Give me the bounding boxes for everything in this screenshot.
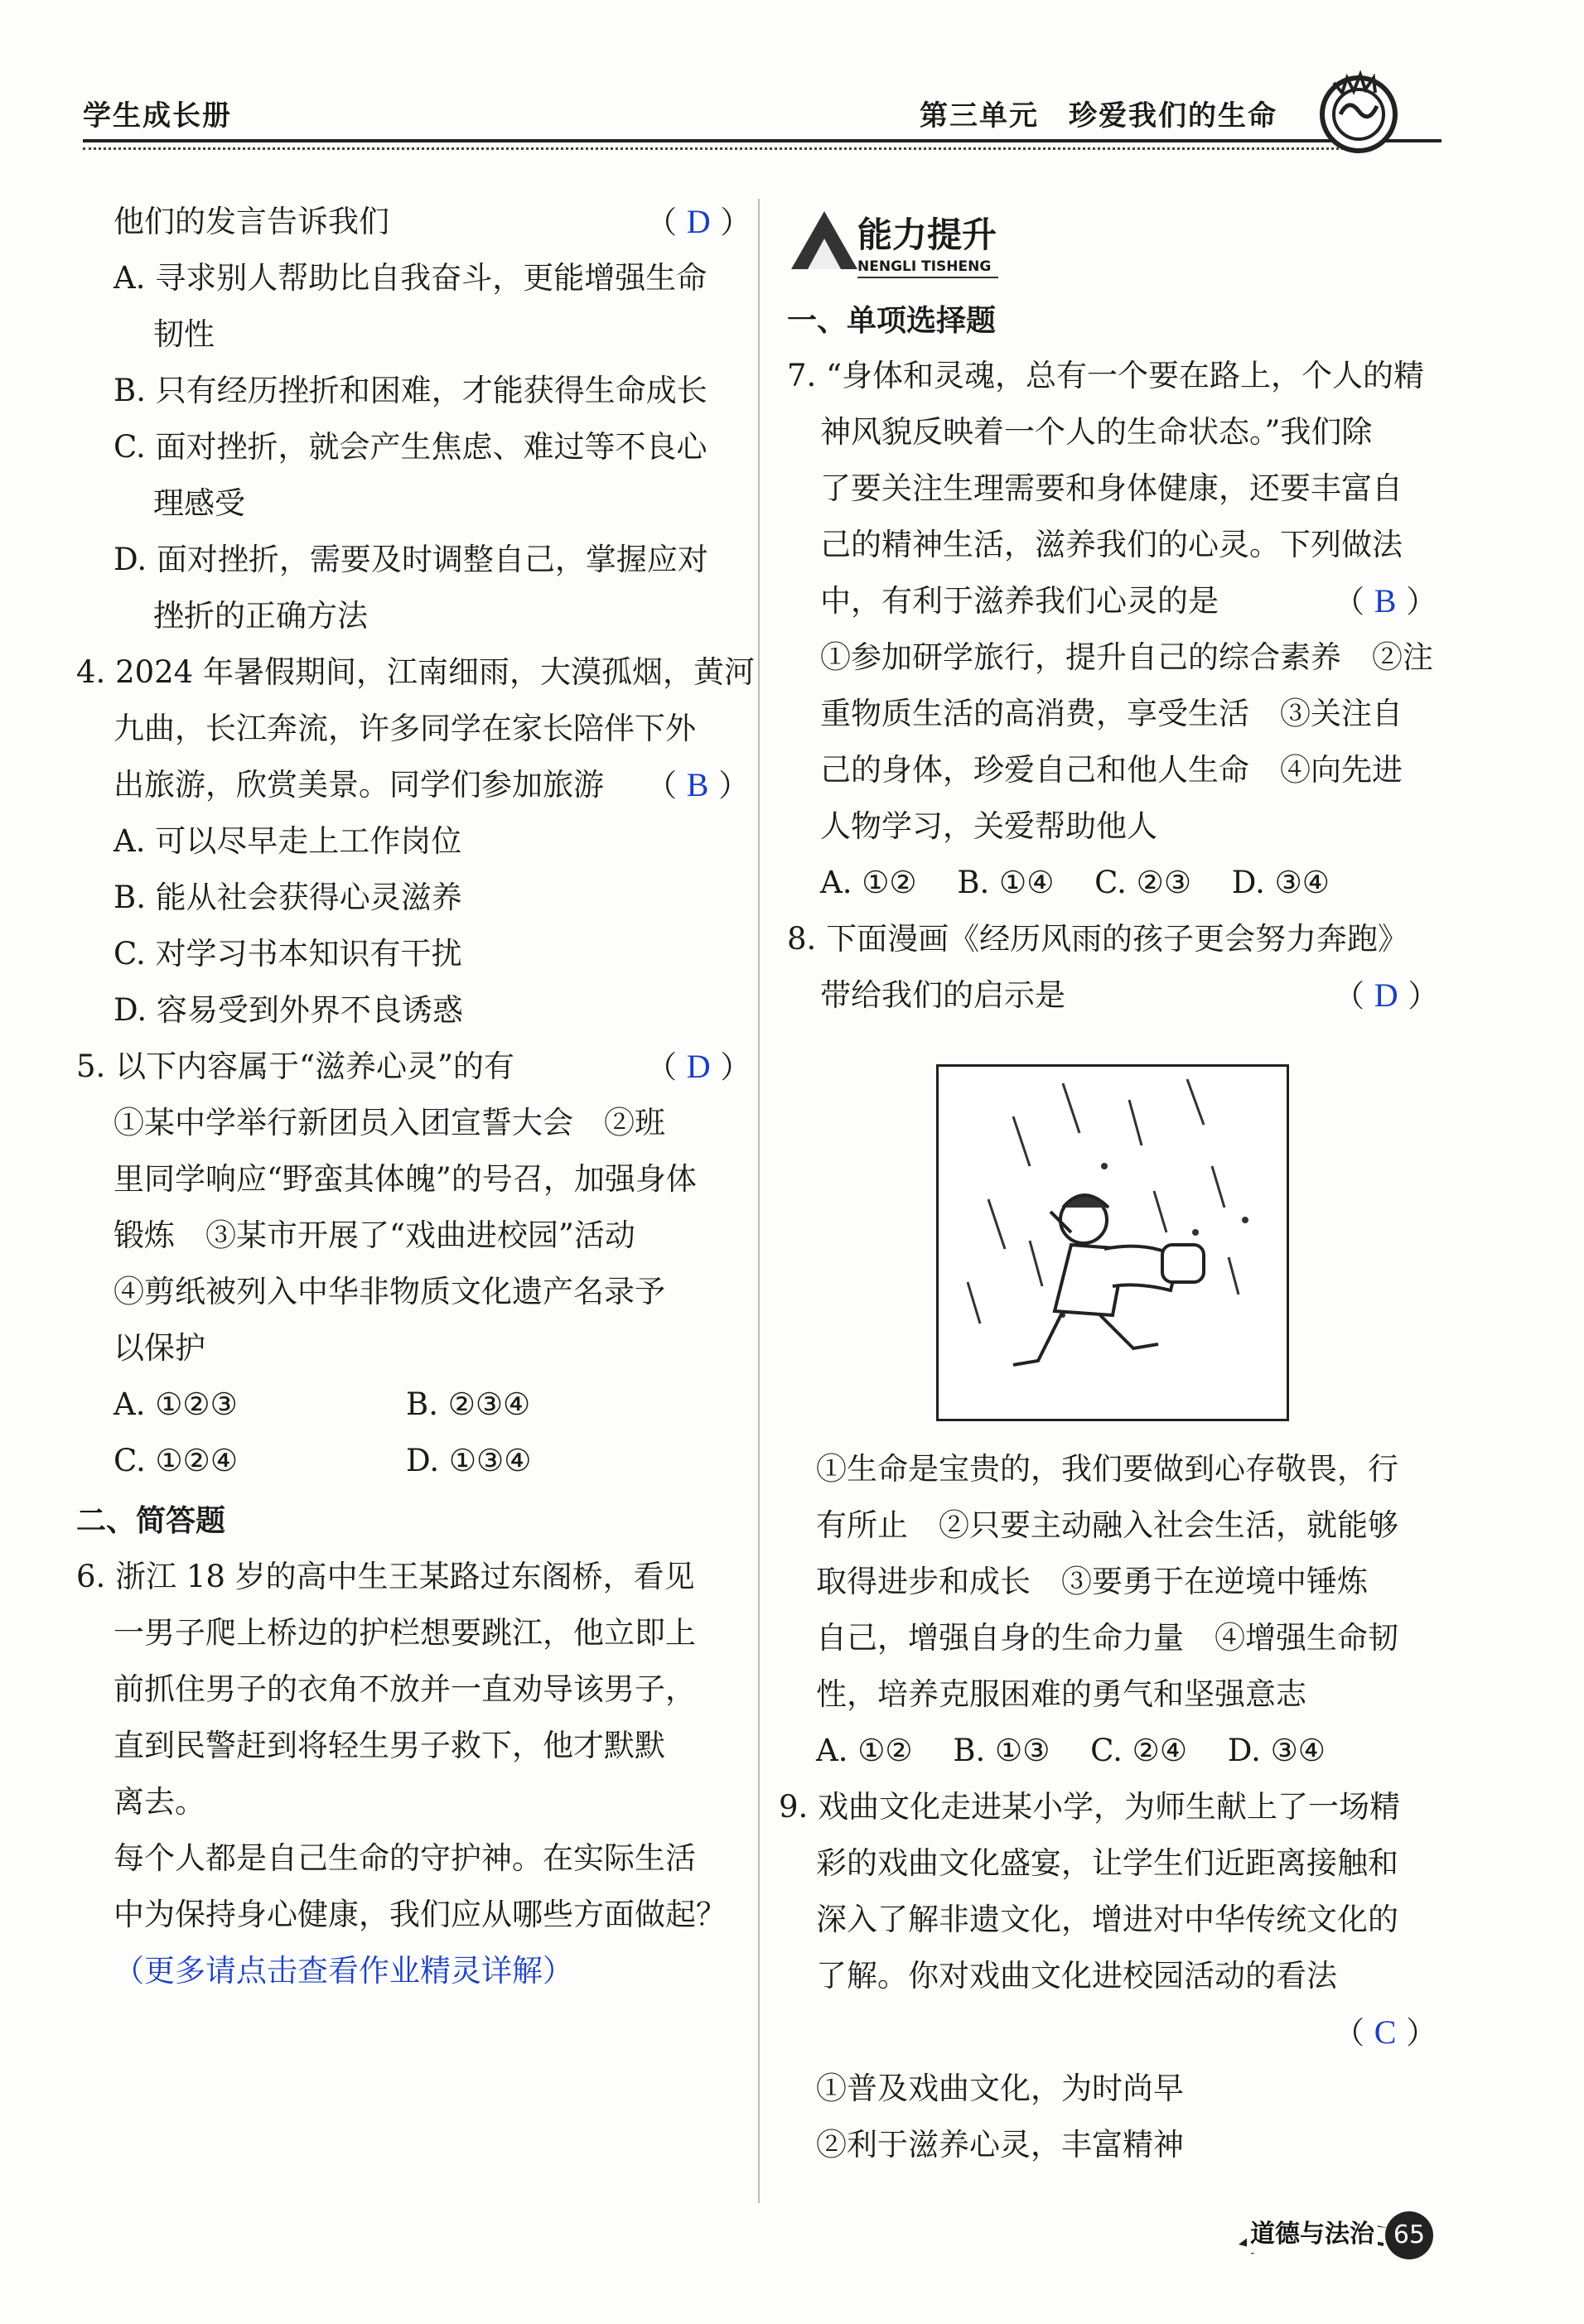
q5-stem: 5. 以下内容属于“滋养心灵”的有 bbox=[76, 1049, 514, 1084]
q8-item-5: 性，培养克服困难的勇气和坚强意志 bbox=[816, 1676, 1306, 1712]
q8-item-3: 取得进步和成长 ③要勇于在逆境中锤炼 bbox=[816, 1564, 1368, 1599]
q7-line-3: 了要关注生理需要和身体健康，还要丰富自 bbox=[820, 470, 1403, 506]
section-short-answer-title: 二、简答题 bbox=[76, 1504, 226, 1538]
q9-answer: C bbox=[1374, 2013, 1397, 2051]
ability-banner-title: 能力提升 bbox=[857, 215, 997, 255]
q8-line-2: 带给我们的启示是 bbox=[820, 977, 1065, 1013]
q7-line-4: 己的精神生活，滋养我们的心灵。下列做法 bbox=[820, 527, 1403, 562]
q7-item-4: 人物学习，关爱帮助他人 bbox=[820, 808, 1157, 844]
q5-line-4: ④剪纸被列入中华非物质文化遗产名录予 bbox=[113, 1274, 665, 1309]
q7-line-1: 7. “身体和灵魂，总有一个要在路上，个人的精 bbox=[787, 358, 1424, 393]
q8-answer: D bbox=[1374, 976, 1398, 1014]
q6-line-7: 中为保持身心健康，我们应从哪些方面做起？ bbox=[113, 1897, 727, 1932]
q3-option-a: A. 寻求别人帮助比自我奋斗，更能增强生命 bbox=[113, 260, 707, 296]
q8-item-2: 有所止 ②只要主动融入社会生活，就能够 bbox=[816, 1507, 1398, 1543]
q3-option-c-cont: 理感受 bbox=[153, 485, 245, 521]
q3-answer-bracket: （ D ） bbox=[646, 203, 751, 240]
q3-option-a-cont: 韧性 bbox=[153, 316, 215, 352]
q7-line-5: 中，有利于滋养我们心灵的是 bbox=[820, 583, 1219, 619]
q9-item-2: ②利于滋养心灵，丰富精神 bbox=[816, 2127, 1184, 2162]
q6-line-5: 离去。 bbox=[113, 1784, 205, 1820]
q6-line-1: 6. 浙江 18 岁的高中生王某路过东阁桥，看见 bbox=[76, 1559, 695, 1594]
q7-answer: B bbox=[1374, 582, 1397, 620]
ability-banner-pinyin: NENGLI TISHENG bbox=[857, 258, 992, 275]
q7-answer-bracket: （ B ） bbox=[1334, 582, 1437, 620]
q3-option-c: C. 面对挫折，就会产生焦虑、难过等不良心 bbox=[113, 429, 707, 465]
q3-answer: D bbox=[686, 203, 711, 240]
q6-line-2: 一男子爬上桥边的护栏想要跳江，他立即上 bbox=[113, 1615, 696, 1651]
q5-answer: D bbox=[686, 1048, 711, 1085]
header-dotted-rule bbox=[83, 147, 1359, 150]
q5-line-3: 锻炼 ③某市开展了“戏曲进校园”活动 bbox=[113, 1217, 635, 1253]
q4-line-2: 九曲，长江奔流，许多同学在家长陪伴下外 bbox=[113, 711, 696, 746]
header-rule bbox=[83, 139, 1442, 142]
section-single-choice-title: 一、单项选择题 bbox=[787, 304, 997, 338]
q3-option-b: B. 只有经历挫折和困难，才能获得生命成长 bbox=[113, 373, 707, 408]
q7-line-2: 神风貌反映着一个人的生命状态。”我们除 bbox=[820, 414, 1373, 450]
footer-subject: 道德与法治 bbox=[1247, 2216, 1378, 2253]
dragon-emblem-icon bbox=[1309, 60, 1408, 159]
column-divider bbox=[758, 199, 760, 2203]
comic-running-child-in-rain bbox=[936, 1064, 1289, 1421]
q9-item-1: ①普及戏曲文化，为时尚早 bbox=[816, 2071, 1184, 2106]
banner-underline bbox=[857, 277, 998, 278]
q6-line-3: 前抓住男子的衣角不放并一直劝导该男子， bbox=[113, 1671, 696, 1707]
q5-line-2: 里同学响应“野蛮其体魄”的号召，加强身体 bbox=[113, 1161, 697, 1197]
q9-line-2: 彩的戏曲文化盛宴，让学生们近距离接触和 bbox=[816, 1845, 1398, 1881]
q3-stem-end: 他们的发言告诉我们 bbox=[113, 204, 389, 239]
page-number: 65 bbox=[1385, 2211, 1433, 2259]
ability-banner-icon bbox=[787, 207, 862, 273]
q7-item-2: 重物质生活的高消费，享受生活 ③关注自 bbox=[820, 696, 1403, 731]
q8-answer-bracket: （ D ） bbox=[1334, 976, 1439, 1014]
q8-line-1: 8. 下面漫画《经历风雨的孩子更会努力奔跑》 bbox=[787, 921, 1409, 957]
q4-option-d: D. 容易受到外界不良诱惑 bbox=[113, 992, 463, 1028]
q6-line-6: 每个人都是自己生命的守护神。在实际生活 bbox=[113, 1840, 696, 1876]
q4-answer-bracket: （ B ） bbox=[646, 766, 750, 803]
q4-option-c: C. 对学习书本知识有干扰 bbox=[113, 936, 462, 972]
q6-solution-link[interactable]: （更多请点击查看作业精灵详解） bbox=[113, 1953, 573, 1989]
q3-option-d: D. 面对挫折，需要及时调整自己，掌握应对 bbox=[113, 542, 708, 577]
q9-answer-bracket: （ C ） bbox=[1334, 2013, 1437, 2051]
q5-option-a: A. ①②③ bbox=[113, 1386, 238, 1422]
q7-item-3: 己的身体，珍爱自己和他人生命 ④向先进 bbox=[820, 752, 1403, 788]
q3-option-d-cont: 挫折的正确方法 bbox=[153, 598, 368, 634]
q9-line-1: 9. 戏曲文化走进某小学，为师生献上了一场精 bbox=[779, 1789, 1401, 1825]
q5-option-d: D. ①③④ bbox=[406, 1443, 532, 1478]
q8-item-4: 自己，增强自身的生命力量 ④增强生命韧 bbox=[816, 1620, 1398, 1656]
q5-option-c: C. ①②④ bbox=[113, 1443, 239, 1478]
q9-line-3: 深入了解非遗文化，增进对中华传统文化的 bbox=[816, 1902, 1398, 1937]
q4-answer: B bbox=[686, 766, 709, 803]
q7-item-1: ①参加研学旅行，提升自己的综合素养 ②注 bbox=[820, 639, 1433, 675]
q4-line-3: 出旅游，欣赏美景。同学们参加旅游 bbox=[113, 767, 604, 803]
q5-line-1: ①某中学举行新团员入团宣誓大会 ②班 bbox=[113, 1105, 665, 1140]
q5-answer-bracket: （ D ） bbox=[646, 1048, 751, 1085]
q6-line-4: 直到民警赶到将轻生男子救下，他才默默 bbox=[113, 1728, 665, 1763]
q7-options: A. ①② B. ①④ C. ②③ D. ③④ bbox=[820, 865, 1330, 900]
q4-option-b: B. 能从社会获得心灵滋养 bbox=[113, 880, 462, 915]
q5-option-b: B. ②③④ bbox=[406, 1386, 531, 1422]
q4-option-a: A. 可以尽早走上工作岗位 bbox=[113, 823, 462, 859]
q5-line-5: 以保护 bbox=[113, 1330, 205, 1366]
q8-item-1: ①生命是宝贵的，我们要做到心存敬畏，行 bbox=[816, 1451, 1398, 1487]
comic-drawing bbox=[939, 1067, 1287, 1419]
q4-line-1: 4. 2024 年暑假期间，江南细雨，大漠孤烟，黄河 bbox=[76, 654, 755, 690]
q9-line-4: 了解。你对戏曲文化进校园活动的看法 bbox=[816, 1958, 1337, 1994]
book-title: 学生成长册 bbox=[83, 99, 232, 133]
q8-options: A. ①② B. ①③ C. ②④ D. ③④ bbox=[816, 1733, 1326, 1768]
unit-title: 第三单元 珍爱我们的生命 bbox=[920, 99, 1277, 133]
